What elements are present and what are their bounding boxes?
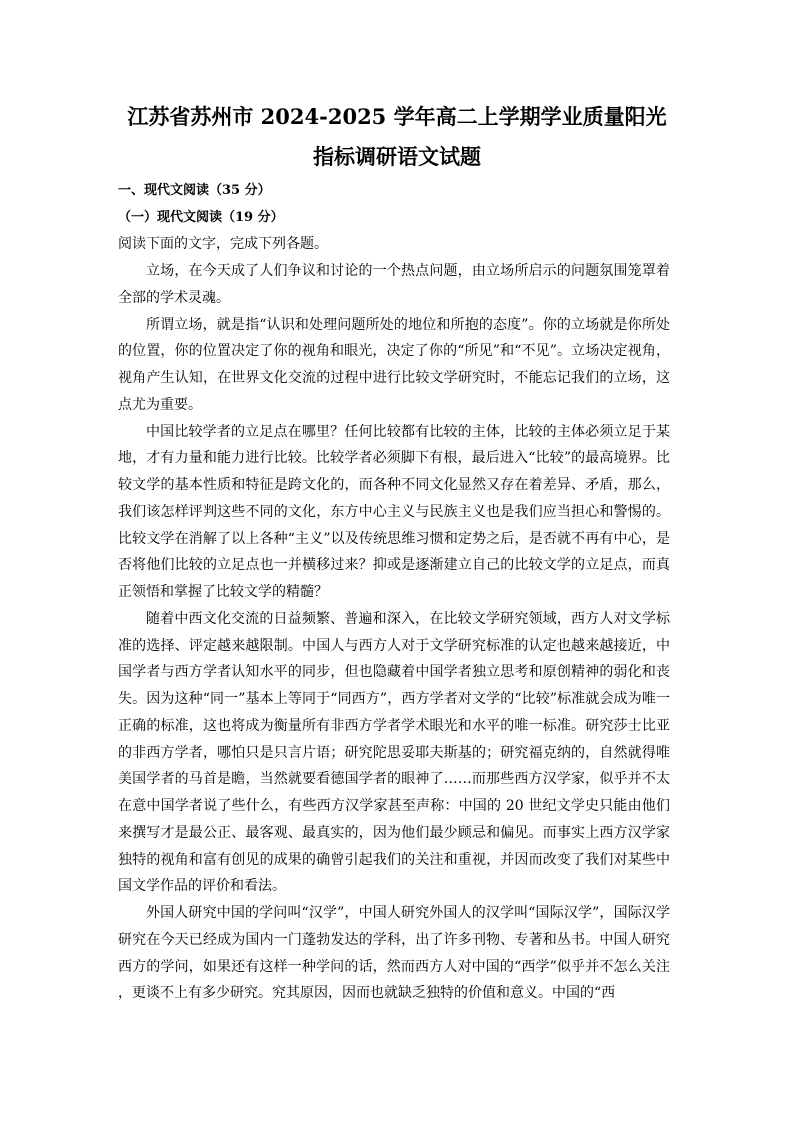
passage-paragraph-1: 立场，在今天成了人们争议和讨论的一个热点问题，由立场所启示的问题氛围笼罩着全部的学术灵魂。 [118,263,670,306]
section-heading: 一、现代文阅读（35 分） [118,183,271,198]
passage-paragraph-2: 所谓立场，就是指“认识和处理问题所处的地位和所抱的态度”。你的立场就是你所处的位置，你的位置决定了你的视角和眼光，决定了你的“所见”和“不见”。立场决定视角，视角产生认知，在世界文化交流的过程中进行比较文学研究时，不能忘记我们的立场，这点尤为重要。 [118,316,670,413]
reading-instruction: 阅读下面的文字，完成下列各题。 [118,236,328,252]
subsection-heading: （一）现代文阅读（19 分） [118,210,284,225]
document-title-line-2: 指标调研语文试题 [313,144,481,169]
passage-paragraph-5: 外国人研究中国的学问叫“汉学”，中国人研究外国人的汉学叫“国际汉学”，国际汉学研究在今天已经成为国内一门蓬勃发达的学科，出了许多刊物、专著和丛书。中国人研究西方的学问，如果还有这样一种学问的话，然而西方人对中国的“西学”似乎并不怎么关注，更谈不上有多少研究。究其原因，因而也就缺乏独特的价值和意义。中国的“西 [118,905,670,1002]
document-title-line-1: 江苏省苏州市 2024-2025 学年高二上学期学业质量阳光 [127,104,667,129]
passage-body [118,258,670,1007]
passage-paragraph-4: 随着中西文化交流的日益频繁、普遍和深入，在比较文学研究领域，西方人对文学标准的选择、评定越来越限制。中国人与西方人对于文学研究标准的认定也越来越接近，中国学者与西方学者认知水平的同步，但也隐藏着中国学者独立思考和原创精神的弱化和丧失。因为这种“同一”基本上等同于“同西方”，西方学者对文学的“比较”标准就会成为唯一正确的标准，这也将成为衡量所有非西方学者学术眼光和水平的唯一标准。研究莎士比亚的非西方学者，哪怕只是只言片语；研究陀思妥耶夫斯基的；研究福克纳的，自然就得唯美国学者的马首是瞻，当然就要看德国学者的眼神了……而那些西方汉学家，似乎并不太在意中国学者说了些什么，有些西方汉学家甚至声称：中国的 20 世纪文学史只能由他们来撰写才是最公正、最客观、最真实的，因为他们最少顾忌和偏见。而事实上西方汉学家独特的视角和富有创见的成果的确曾引起我们的关注和重视，并因而改变了我们对某些中国文学作品的评价和看法。 [118,610,670,895]
passage-paragraph-3: 中国比较学者的立足点在哪里？任何比较都有比较的主体，比较的主体必须立足于某地，才有力量和能力进行比较。比较学者必须脚下有根，最后进入“比较”的最高境界。比较文学的基本性质和特征是跨文化的，而各种不同文化显然又存在着差异、矛盾，那么，我们该怎样评判这些不同的文化，东方中心主义与民族主义也是我们应当担心和警惕的。比较文学在消解了以上各种“主义”以及传统思维习惯和定势之后，是否就不再有中心，是否将他们比较的立足点也一并横移过来？抑或是逐渐建立自己的比较文学的立足点，而真正领悟和掌握了比较文学的精髓？ [118,423,670,600]
